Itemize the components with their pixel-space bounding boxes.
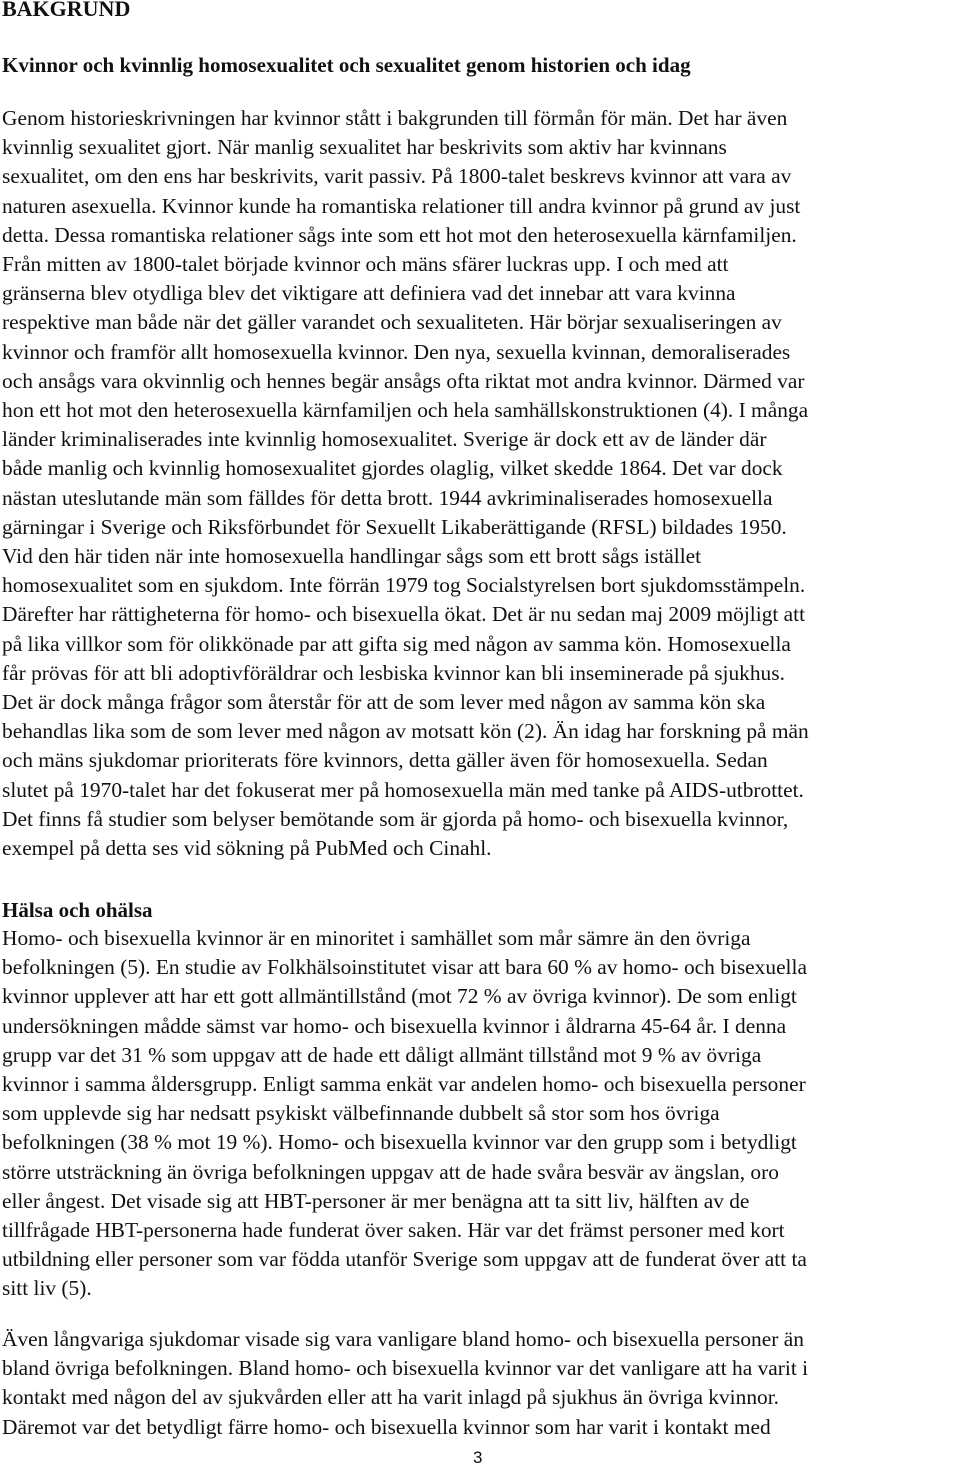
paragraph-history	[2, 104, 960, 863]
text-line: som upplevde sig har nedsatt psykiskt välbefinnande dubbelt så stor som hos övriga	[2, 1101, 720, 1126]
page-number: 3	[473, 1448, 483, 1467]
text-line: kvinnor upplever att har ett gott allmäntillstånd (mot 72 % av övriga kvinnor). De som enligt	[2, 984, 797, 1009]
text-line: undersökningen mådde sämst var homo- och bisexuella kvinnor i åldrarna 45-64 år. I denna	[2, 1013, 787, 1038]
text-line: kvinnlig sexualitet gjort. När manlig sexualitet har beskrivits som aktiv har kvinnans	[2, 135, 727, 160]
text-line: länder kriminaliserades inte kvinnlig homosexualitet. Sverige är dock ett av de länder där	[2, 427, 767, 452]
text-line: på lika villkor som för olikkönade par att gifta sig med någon av samma kön. Homosexuella	[2, 631, 791, 656]
text-line: Det finns få studier som belyser bemötande som är gjorda på homo- och bisexuella kvinnor,	[2, 806, 789, 831]
text-line: sitt liv (5).	[2, 1276, 92, 1301]
text-line: hon ett hot mot den heterosexuella kärnfamiljen och hela samhällskonstruktionen (4). I många	[2, 398, 809, 423]
text-line: tillfrågade HBT-personerna hade funderat över saken. Här var det främst personer med kort	[2, 1218, 785, 1243]
text-line: kvinnor i samma åldersgrupp. Enligt samma enkät var andelen homo- och bisexuella personer	[2, 1072, 806, 1097]
page-heading: BAKGRUND	[2, 0, 131, 21]
text-line: och mäns sjukdomar prioriterats före kvinnors, detta gäller även för homosexuella. Sedan	[2, 748, 768, 773]
text-line: gärningar i Sverige och Riksförbundet för Sexuellt Likaberättigande (RFSL) bildades 1950.	[2, 514, 787, 539]
text-line: befolkningen (38 % mot 19 %). Homo- och bisexuella kvinnor var den grupp som i betydligt	[2, 1130, 797, 1155]
text-line: gränserna blev otydliga blev det viktigare att definiera vad det innebar att vara kvinna	[2, 281, 736, 306]
text-line: får prövas för att bli adoptivföräldrar och lesbiska kvinnor kan bli inseminerade på sjukhus.	[2, 660, 785, 685]
text-line: utbildning eller personer som var födda utanför Sverige som uppgav att de funderat över att ta	[2, 1247, 807, 1272]
paragraph-health	[2, 924, 960, 1304]
text-line: kontakt med någon del av sjukvården eller att ha varit inlagd på sjukhus än övriga kvinnor.	[2, 1385, 779, 1410]
text-line: Genom historieskrivningen har kvinnor stått i bakgrunden till förmån för män. Det har även	[2, 106, 788, 130]
text-line: detta. Dessa romantiska relationer sågs inte som ett hot mot den heterosexuella kärnfamiljen.	[2, 222, 797, 247]
text-line: homosexualitet som en sjukdom. Inte förrän 1979 tog Socialstyrelsen bort sjukdomsstämpeln.	[2, 573, 806, 598]
text-line: kvinnor och framför allt homosexuella kvinnor. Den nya, sexuella kvinnan, demoraliserades	[2, 339, 791, 364]
text-line: större utsträckning än övriga befolkningen uppgav att de hade svåra besvär av ängslan, oro	[2, 1159, 779, 1184]
text-line: Det är dock många frågor som återstår för att de som lever med någon av samma kön ska	[2, 690, 766, 715]
text-line: Från mitten av 1800-talet började kvinnor och mäns sfärer luckras upp. I och med att	[2, 252, 729, 277]
text-line: Homo- och bisexuella kvinnor är en minoritet i samhället som mår sämre än den övriga	[2, 926, 751, 950]
text-line: Därefter har rättigheterna för homo- och bisexuella ökat. Det är nu sedan maj 2009 möjligt att	[2, 602, 806, 627]
text-line: behandlas lika som de som lever med någon av motsatt kön (2). Än idag har forskning på män	[2, 719, 809, 744]
section-heading-history: Kvinnor och kvinnlig homosexualitet och sexualitet genom historien och idag	[2, 53, 691, 77]
text-line: nästan uteslutande män som fälldes för detta brott. 1944 avkriminaliserades homosexuella	[2, 485, 773, 510]
text-line: slutet på 1970-talet har det fokuserat mer på homosexuella män med tanke på AIDS-utbrottet.	[2, 777, 804, 802]
text-line: naturen asexuella. Kvinnor kunde ha romantiska relationer till andra kvinnor på grund av just	[2, 193, 801, 218]
text-line: eller ångest. Det visade sig att HBT-personer är mer benägna att ta sitt liv, hälften av de	[2, 1188, 750, 1213]
text-line: Däremot var det betydligt färre homo- och bisexuella kvinnor som har varit i kontakt med	[2, 1414, 771, 1439]
text-line: både manlig och kvinnlig homosexualitet gjordes olaglig, vilket skedde 1864. Det var dock	[2, 456, 783, 481]
section-heading-health: Hälsa och ohälsa	[2, 898, 153, 922]
text-line: befolkningen (5). En studie av Folkhälsoinstitutet visar att bara 60 % av homo- och bisexuella	[2, 955, 807, 980]
paragraph-chronic-illness	[2, 1325, 960, 1442]
text-line: bland övriga befolkningen. Bland homo- och bisexuella kvinnor var det vanligare att ha varit i	[2, 1356, 809, 1381]
text-line: exempel på detta ses vid sökning på PubMed och Cinahl.	[2, 836, 492, 861]
text-line: Även långvariga sjukdomar visade sig vara vanligare bland homo- och bisexuella personer än	[2, 1327, 804, 1351]
text-line: grupp var det 31 % som uppgav att de hade ett dåligt allmänt tillstånd mot 9 % av övriga	[2, 1042, 762, 1067]
text-line: och ansågs vara okvinnlig och hennes begär ansågs ofta riktat mot andra kvinnor. Därmed var	[2, 368, 805, 393]
text-line: respektive man både när det gäller varandet och sexualiteten. Här börjar sexualiseringen av	[2, 310, 782, 335]
text-line: Vid den här tiden när inte homosexuella handlingar sågs som ett brott sågs istället	[2, 544, 702, 569]
text-line: sexualitet, om den ens har beskrivits, varit passiv. På 1800-talet beskrevs kvinnor att vara av	[2, 164, 792, 189]
